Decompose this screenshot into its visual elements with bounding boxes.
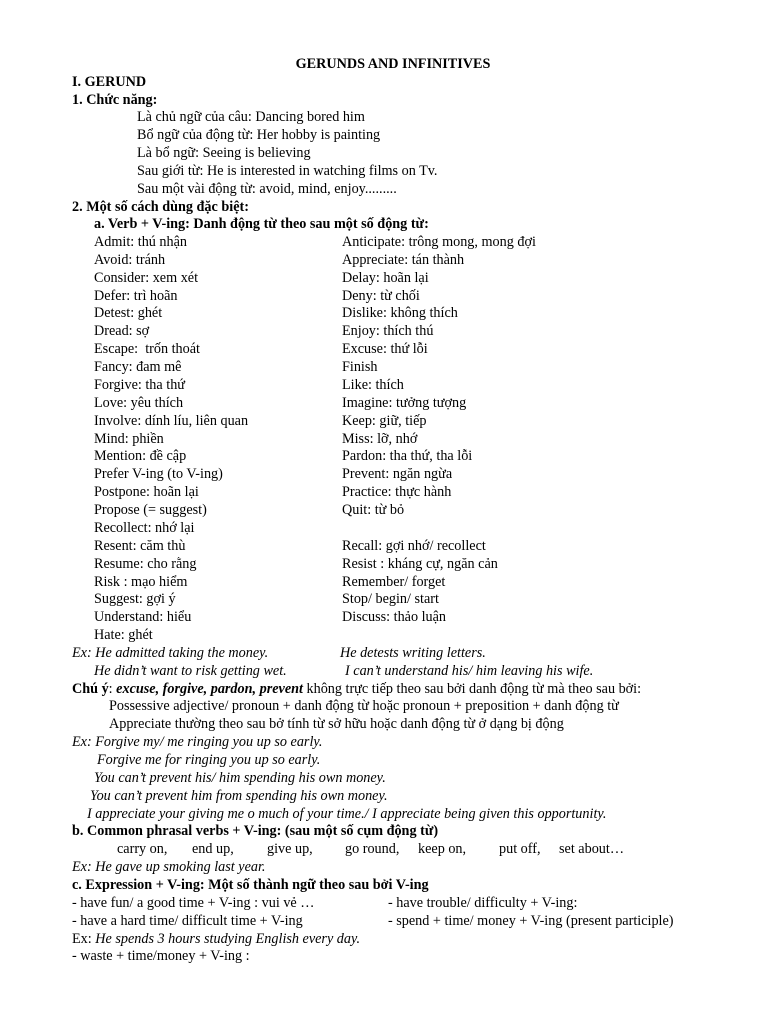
expressions-heading: c. Expression + V-ing: Một số thành ngữ theo sau bởi V-ing <box>72 877 429 893</box>
verb-item: Dislike: không thích <box>342 305 458 321</box>
verb-item: Mind: phiền <box>94 431 164 447</box>
verb-item: Love: yêu thích <box>94 395 184 411</box>
verb-item: Defer: trì hoãn <box>94 288 178 304</box>
verb-item: Enjoy: thích thú <box>342 323 434 339</box>
phrasal-verb: keep on, <box>418 841 467 857</box>
example-sentence: You can’t prevent him from spending his own money. <box>90 788 388 804</box>
verb-item: Suggest: gợi ý <box>94 591 176 607</box>
example-sentence: Ex: He admitted taking the money. <box>72 645 269 661</box>
verb-item: Dread: sợ <box>94 323 150 339</box>
verb-item: Prevent: ngăn ngừa <box>342 466 453 482</box>
verb-item: Delay: hoãn lại <box>342 270 429 286</box>
verb-item: Imagine: tưởng tượng <box>342 395 467 411</box>
function-item: Là chủ ngữ của câu: Dancing bored him <box>137 109 365 125</box>
verb-item: Resume: cho rằng <box>94 556 197 572</box>
expression-item: - spend + time/ money + V-ing (present participle) <box>388 913 674 929</box>
verb-item: Consider: xem xét <box>94 270 199 286</box>
verb-item: Prefer V-ing (to V-ing) <box>94 466 223 482</box>
phrasal-verb: give up, <box>267 841 313 857</box>
note-line <box>72 681 641 698</box>
verb-item: Quit: từ bỏ <box>342 502 405 518</box>
example-sentence: He didn’t want to risk getting wet. <box>94 663 287 679</box>
example-sentence: I appreciate your giving me o much of your time./ I appreciate being given this opportunity. <box>87 806 607 822</box>
function-item: Bổ ngữ của động từ: Her hobby is painting <box>137 127 381 143</box>
example-sentence: Forgive me for ringing you up so early. <box>97 752 321 768</box>
note-detail: Appreciate thường theo sau bở tính từ sở hữu hoặc danh động từ ở dạng bị động <box>109 716 564 732</box>
verb-item: Anticipate: trông mong, mong đợi <box>342 234 536 250</box>
special-uses-heading: 2. Một số cách dùng đặc biệt: <box>72 199 249 215</box>
example-prefix: Ex: <box>72 931 96 947</box>
section-heading-gerund: I. GERUND <box>72 74 147 90</box>
verb-item: Pardon: tha thứ, tha lỗi <box>342 448 473 464</box>
verb-item: Involve: dính líu, liên quan <box>94 413 249 429</box>
document-title: GERUNDS AND INFINITIVES <box>295 56 491 72</box>
example-line <box>72 931 360 948</box>
example-sentence: Ex: He gave up smoking last year. <box>72 859 266 875</box>
expression-item: - have fun/ a good time + V-ing : vui vẻ … <box>72 895 315 911</box>
verb-item: Deny: từ chối <box>342 288 420 304</box>
verb-item: Hate: ghét <box>94 627 153 643</box>
verb-item: Resent: căm thù <box>94 538 186 554</box>
note-colon: : <box>108 681 117 697</box>
note-detail: Possessive adjective/ pronoun + danh động từ hoặc pronoun + preposition + danh động từ <box>109 698 619 714</box>
functions-heading: 1. Chức năng: <box>72 92 158 108</box>
verb-item: Appreciate: tán thành <box>342 252 465 268</box>
verb-item: Propose (= suggest) <box>94 502 207 518</box>
phrasal-verb: put off, <box>499 841 541 857</box>
example-sentence: Ex: Forgive my/ me ringing you up so early. <box>72 734 323 750</box>
phrasal-verb: end up, <box>192 841 234 857</box>
verb-ving-heading: a. Verb + V-ing: Danh động từ theo sau một số động từ: <box>94 216 429 232</box>
verb-item: Postpone: hoãn lại <box>94 484 199 500</box>
verb-item: Forgive: tha thứ <box>94 377 185 393</box>
verb-item: Stop/ begin/ start <box>342 591 439 607</box>
verb-item: Finish <box>342 359 378 375</box>
verb-item: Escape: trốn thoát <box>94 341 200 357</box>
example-sentence: He spends 3 hours studying English every day. <box>95 931 361 947</box>
verb-item: Miss: lỡ, nhớ <box>342 431 418 447</box>
phrasal-verb: carry on, <box>117 841 168 857</box>
phrasal-verbs-heading: b. Common phrasal verbs + V-ing: (sau một số cụm động từ) <box>72 823 439 839</box>
verb-item: Discuss: thảo luận <box>342 609 447 625</box>
verb-item: Admit: thú nhận <box>94 234 188 250</box>
expression-item: - waste + time/money + V-ing : <box>72 948 250 964</box>
verb-item: Recollect: nhớ lại <box>94 520 195 536</box>
note-rest: không trực tiếp theo sau bởi danh động từ mà theo sau bởi: <box>302 681 642 697</box>
expression-item: - have a hard time/ difficult time + V-ing <box>72 913 303 929</box>
verb-item: Avoid: tránh <box>94 252 166 268</box>
verb-item: Remember/ forget <box>342 574 446 590</box>
verb-item: Mention: đề cập <box>94 448 187 464</box>
function-item: Là bổ ngữ: Seeing is believing <box>137 145 311 161</box>
verb-item: Resist : kháng cự, ngăn cản <box>342 556 498 572</box>
verb-item: Excuse: thứ lỗi <box>342 341 428 357</box>
verb-item: Keep: giữ, tiếp <box>342 413 427 429</box>
example-sentence: He detests writing letters. <box>340 645 486 661</box>
verb-item: Like: thích <box>342 377 404 393</box>
verb-item: Understand: hiểu <box>94 609 192 625</box>
verb-item: Risk : mạo hiểm <box>94 574 188 590</box>
verb-item: Recall: gợi nhớ/ recollect <box>342 538 486 554</box>
note-label: Chú ý <box>72 681 109 697</box>
example-sentence: I can’t understand his/ him leaving his wife. <box>345 663 594 679</box>
verb-item: Fancy: đam mê <box>94 359 182 375</box>
phrasal-verb: go round, <box>345 841 400 857</box>
verb-item: Detest: ghét <box>94 305 163 321</box>
note-verbs: excuse, forgive, pardon, prevent <box>116 681 303 697</box>
function-item: Sau giới từ: He is interested in watching films on Tv. <box>137 163 438 179</box>
expression-item: - have trouble/ difficulty + V-ing: <box>388 895 578 911</box>
phrasal-verb: set about… <box>559 841 625 857</box>
verb-item: Practice: thực hành <box>342 484 452 500</box>
function-item: Sau một vài động từ: avoid, mind, enjoy......... <box>137 181 397 197</box>
example-sentence: You can’t prevent his/ him spending his own money. <box>94 770 386 786</box>
